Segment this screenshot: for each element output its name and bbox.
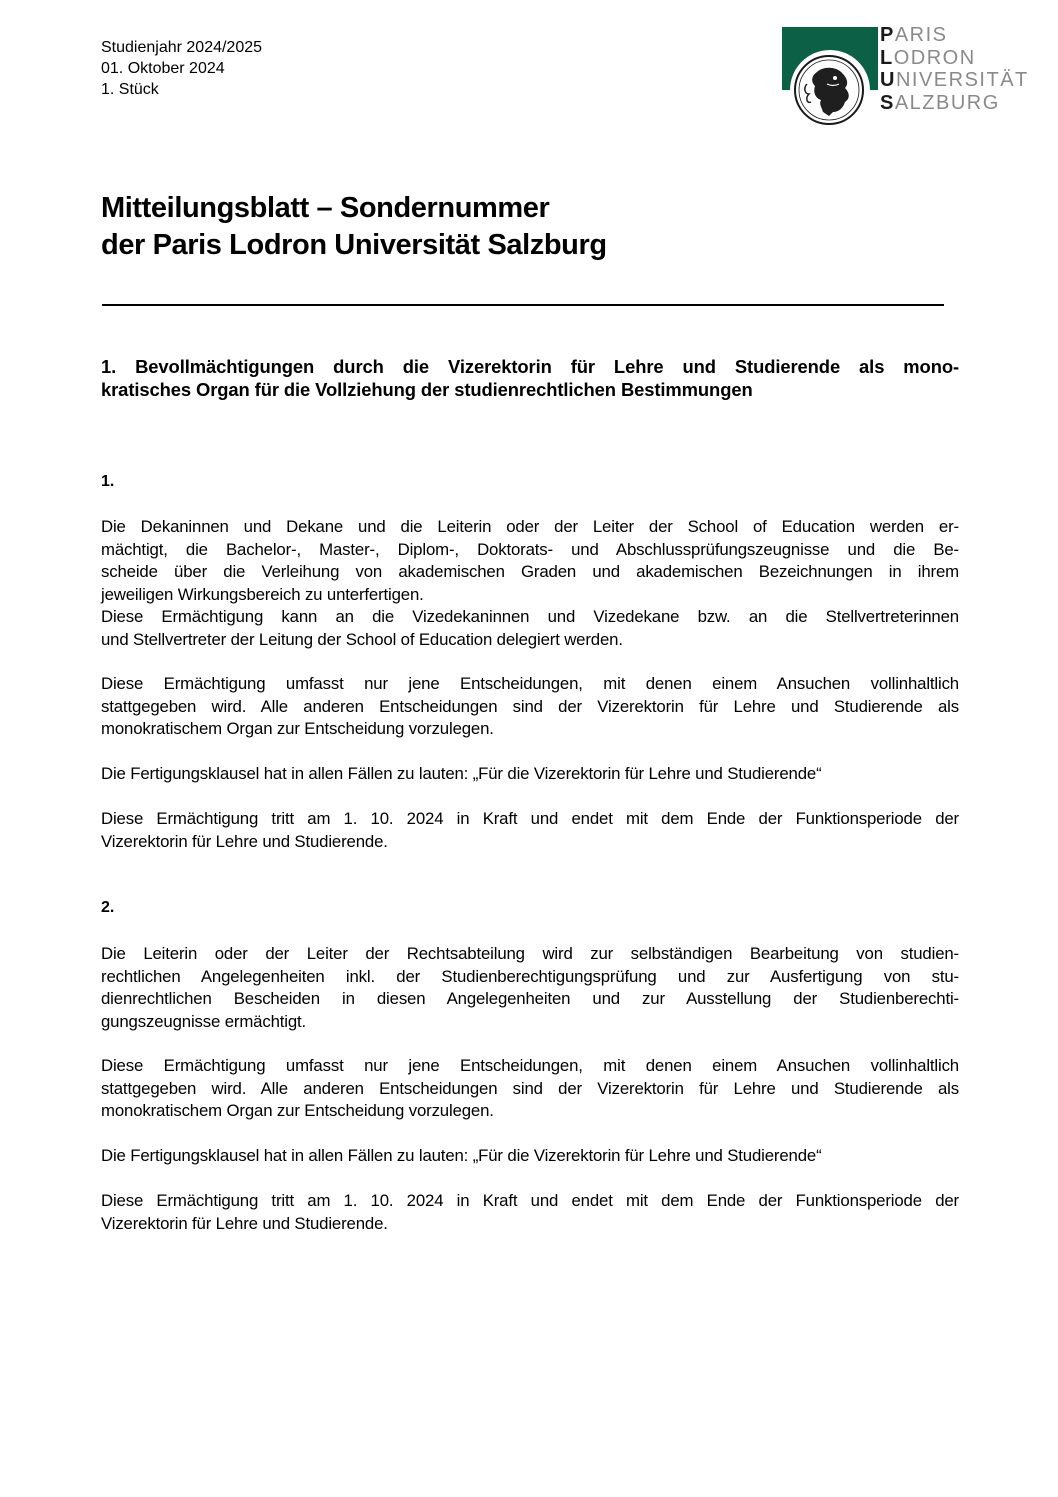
lion-seal-icon [793,54,865,126]
paragraph: Diese Ermächtigung tritt am 1. 10. 2024 in Kraft und endet mit dem Ende der Funktionsperiode der Vizerektorin für Lehre und Studierende. [101,1191,959,1233]
section-heading: 1. Bevollmächtigungen durch die Vizerektorin für Lehre und Studierende als mono- kratisches Organ für die Vollziehung der studienrechtlichen Bestimmungen [101,356,959,400]
item-number: 2. [101,899,115,916]
paragraph: Diese Ermächtigung umfasst nur jene Entscheidungen, mit denen einem Ansuchen vollinhaltlich stattgegeben wird. Alle anderen Entscheidungen sind der Vizerektorin für Lehre und Studierende als monokratischem Organ zur Entscheidung vorzulegen. [101,1056,959,1120]
document-title: Mitteilungsblatt – Sondernummer der Paris Lodron Universität Salzburg [101,192,607,261]
paragraph: Die Leiterin oder der Leiter der Rechtsabteilung wird zur selbständigen Bearbeitung von studien- rechtlichen Angelegenheiten inkl. der Studienberechtigungsprüfung und zur Ausfertigung von stu- dienrechtlichen Bescheiden in diesen Angelegenheiten und zur Ausstellung der Studienberechti- gungszeugnisse ermächtigt. [101,944,959,1031]
issue-date: 01. Oktober 2024 [101,60,225,77]
paragraph: Diese Ermächtigung tritt am 1. 10. 2024 in Kraft und endet mit dem Ende der Funktionsperiode der Vizerektorin für Lehre und Studierende. [101,809,959,851]
issue-number: 1. Stück [101,81,159,98]
title-divider [102,304,944,306]
item-number: 1. [101,473,115,490]
issue-meta [101,37,262,100]
university-logo [760,20,1050,155]
paragraph: Die Fertigungsklausel hat in allen Fällen zu lauten: „Für die Vizerektorin für Lehre und Studierende“ [101,764,822,783]
paragraph: Die Dekaninnen und Dekane und die Leiterin oder der Leiter der School of Education werden er- mächtigt, die Bachelor-, Master-, Diplom-, Doktorats- und Abschlussprüfungszeugnisse und die Be- scheide über die Verleihung von akademischen Graden und akademischen Bezeichnungen in ihrem jeweiligen Wirkungsbereich zu unterfertigen. Diese Ermächtigung kann an die Vizedekaninnen und Vizedekane bzw. an die Stellvertreterinnen und Stellvertreter der Leitung der School of Education delegiert werden. [101,517,959,649]
paragraph: Diese Ermächtigung umfasst nur jene Entscheidungen, mit denen einem Ansuchen vollinhaltlich stattgegeben wird. Alle anderen Entscheidungen sind der Vizerektorin für Lehre und Studierende als monokratischem Organ zur Entscheidung vorzulegen. [101,674,959,738]
paragraph: Die Fertigungsklausel hat in allen Fällen zu lauten: „Für die Vizerektorin für Lehre und Studierende“ [101,1146,822,1165]
academic-year: Studienjahr 2024/2025 [101,39,263,56]
logo-wordmark: PARIS LODRON UNIVERSITÄT SALZBURG [880,24,1029,114]
